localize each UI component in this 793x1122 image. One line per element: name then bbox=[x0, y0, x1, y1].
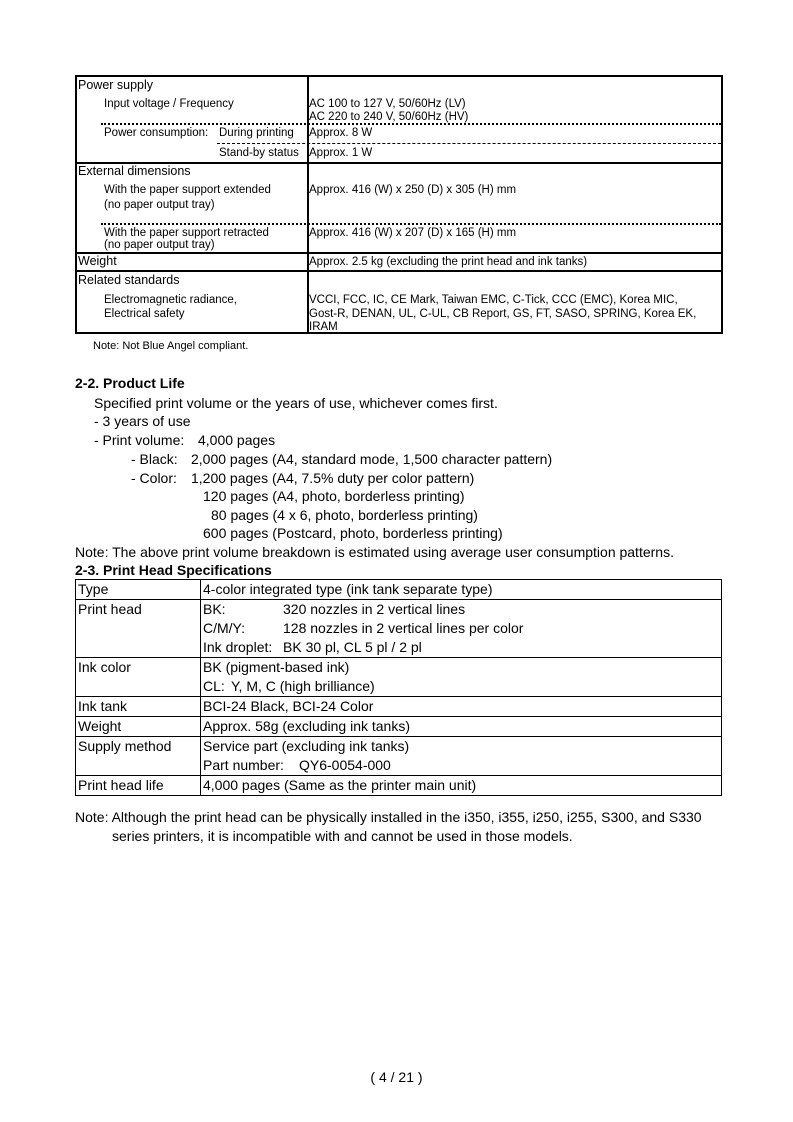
extended-label-line1: With the paper support extended bbox=[104, 184, 271, 196]
row-label: Weight bbox=[76, 717, 201, 737]
during-printing-value: Approx. 8 W bbox=[309, 127, 373, 139]
standards-value-line1: VCCI, FCC, IC, CE Mark, Taiwan EMC, C-Tick, CCC (EMC), Korea MIC, bbox=[309, 294, 678, 306]
value-key: Ink droplet: bbox=[203, 639, 273, 655]
standards-value-line3: IRAM bbox=[309, 321, 338, 333]
row-value bbox=[201, 658, 722, 697]
table-row bbox=[76, 776, 722, 796]
value-text: 4-color integrated type (ink tank separate type) bbox=[203, 581, 493, 597]
value-line bbox=[203, 638, 721, 657]
row-label: Print head life bbox=[76, 776, 201, 796]
print-volume-label: - Print volume: bbox=[94, 432, 185, 448]
power-supply-heading: Power supply bbox=[78, 78, 154, 92]
value-text: 320 nozzles in 2 vertical lines bbox=[283, 601, 466, 617]
value-text: Approx. 58g (excluding ink tanks) bbox=[203, 718, 410, 734]
row-label: Print head bbox=[76, 600, 201, 658]
input-voltage-label: Input voltage / Frequency bbox=[104, 98, 234, 110]
value-text: Y, M, C (high brilliance) bbox=[231, 678, 375, 694]
color-value-3: 80 pages (4 x 6, photo, borderless printing) bbox=[211, 507, 478, 523]
extended-label-line2: (no paper output tray) bbox=[104, 199, 215, 211]
value-line bbox=[203, 737, 721, 756]
external-dimensions-heading: External dimensions bbox=[78, 164, 191, 178]
row-label: Ink color bbox=[76, 658, 201, 697]
value-text: BK 30 pl, CL 5 pl / 2 pl bbox=[283, 639, 422, 655]
compatibility-note-line1: Note: Although the print head can be physically installed in the i350, i355, i250, i255, S300, and S330 bbox=[75, 809, 702, 825]
value-line bbox=[203, 697, 721, 716]
value-line bbox=[203, 580, 721, 599]
row-value bbox=[201, 697, 722, 717]
retracted-label-line2: (no paper output tray) bbox=[104, 239, 215, 251]
value-text: 128 nozzles in 2 vertical lines per color bbox=[283, 620, 524, 636]
power-consumption-label: Power consumption: bbox=[104, 127, 209, 139]
print-head-specs-heading: 2-3. Print Head Specifications bbox=[75, 562, 272, 578]
section-divider bbox=[77, 270, 721, 272]
section-divider bbox=[77, 252, 721, 254]
value-line bbox=[203, 756, 721, 775]
table-row bbox=[76, 600, 722, 658]
value-key: BK: bbox=[203, 601, 226, 617]
value-line bbox=[203, 658, 721, 677]
specifications-table bbox=[75, 75, 723, 334]
value-text: BK (pigment-based ink) bbox=[203, 659, 350, 675]
retracted-value: Approx. 416 (W) x 207 (D) x 165 (H) mm bbox=[309, 227, 517, 239]
standards-label-line1: Electromagnetic radiance, bbox=[104, 294, 237, 306]
row-value bbox=[201, 600, 722, 658]
value-text: 4,000 pages (Same as the printer main unit) bbox=[203, 777, 477, 793]
row-divider bbox=[101, 123, 721, 125]
print-volume-note: Note: The above print volume breakdown is estimated using average user consumption patterns. bbox=[75, 544, 674, 560]
value-text: QY6-0054-000 bbox=[299, 757, 391, 773]
compatibility-note-line2: series printers, it is incompatible with and cannot be used in those models. bbox=[112, 828, 573, 844]
value-line bbox=[203, 600, 721, 619]
row-label: Supply method bbox=[76, 737, 201, 776]
product-life-intro: Specified print volume or the years of use, whichever comes first. bbox=[94, 395, 498, 411]
standards-value-line2: Gost-R, DENAN, UL, C-UL, CB Report, GS, FT, SASO, SPRING, Korea EK, bbox=[309, 308, 697, 320]
standards-label-line2: Electrical safety bbox=[104, 308, 185, 320]
value-key: Part number: bbox=[203, 757, 284, 773]
table-row bbox=[76, 717, 722, 737]
row-divider bbox=[101, 223, 721, 225]
table-row bbox=[76, 697, 722, 717]
years-of-use: - 3 years of use bbox=[94, 413, 191, 429]
row-divider bbox=[217, 143, 721, 144]
black-label: - Black: bbox=[131, 451, 178, 467]
row-value bbox=[201, 580, 722, 600]
print-head-specs-table bbox=[75, 579, 722, 796]
color-value-1: 1,200 pages (A4, 7.5% duty per color pattern) bbox=[191, 470, 475, 486]
row-value bbox=[201, 776, 722, 796]
value-text: BCI-24 Black, BCI-24 Color bbox=[203, 698, 374, 714]
weight-heading: Weight bbox=[78, 254, 117, 268]
table-row bbox=[76, 737, 722, 776]
color-value-2: 120 pages (A4, photo, borderless printing) bbox=[203, 488, 465, 504]
row-value bbox=[201, 717, 722, 737]
standby-value: Approx. 1 W bbox=[309, 147, 373, 159]
value-line bbox=[203, 776, 721, 795]
row-label: Type bbox=[76, 580, 201, 600]
extended-value: Approx. 416 (W) x 250 (D) x 305 (H) mm bbox=[309, 184, 517, 196]
value-line bbox=[203, 619, 721, 638]
color-label: - Color: bbox=[131, 470, 177, 486]
blue-angel-note: Note: Not Blue Angel compliant. bbox=[93, 340, 249, 352]
table-row bbox=[76, 580, 722, 600]
weight-value: Approx. 2.5 kg (excluding the print head and ink tanks) bbox=[309, 256, 588, 268]
row-label: Ink tank bbox=[76, 697, 201, 717]
related-standards-heading: Related standards bbox=[78, 273, 180, 287]
input-voltage-hv: AC 220 to 240 V, 50/60Hz (HV) bbox=[309, 111, 469, 123]
retracted-label-line1: With the paper support retracted bbox=[104, 227, 269, 239]
value-line bbox=[203, 717, 721, 736]
during-printing-label: During printing bbox=[219, 127, 294, 139]
row-value bbox=[201, 737, 722, 776]
product-life-heading: 2-2. Product Life bbox=[75, 375, 185, 391]
value-text: Service part (excluding ink tanks) bbox=[203, 738, 410, 754]
black-value: 2,000 pages (A4, standard mode, 1,500 character pattern) bbox=[191, 451, 553, 467]
print-volume-value: 4,000 pages bbox=[198, 432, 276, 448]
table-row bbox=[76, 658, 722, 697]
value-line bbox=[203, 677, 721, 696]
page-indicator: ( 4 / 21 ) bbox=[370, 1069, 423, 1085]
standby-label: Stand-by status bbox=[219, 147, 299, 159]
input-voltage-lv: AC 100 to 127 V, 50/60Hz (LV) bbox=[309, 98, 466, 110]
color-value-4: 600 pages (Postcard, photo, borderless printing) bbox=[203, 525, 503, 541]
value-key: C/M/Y: bbox=[203, 620, 246, 636]
value-key: CL: bbox=[203, 678, 225, 694]
